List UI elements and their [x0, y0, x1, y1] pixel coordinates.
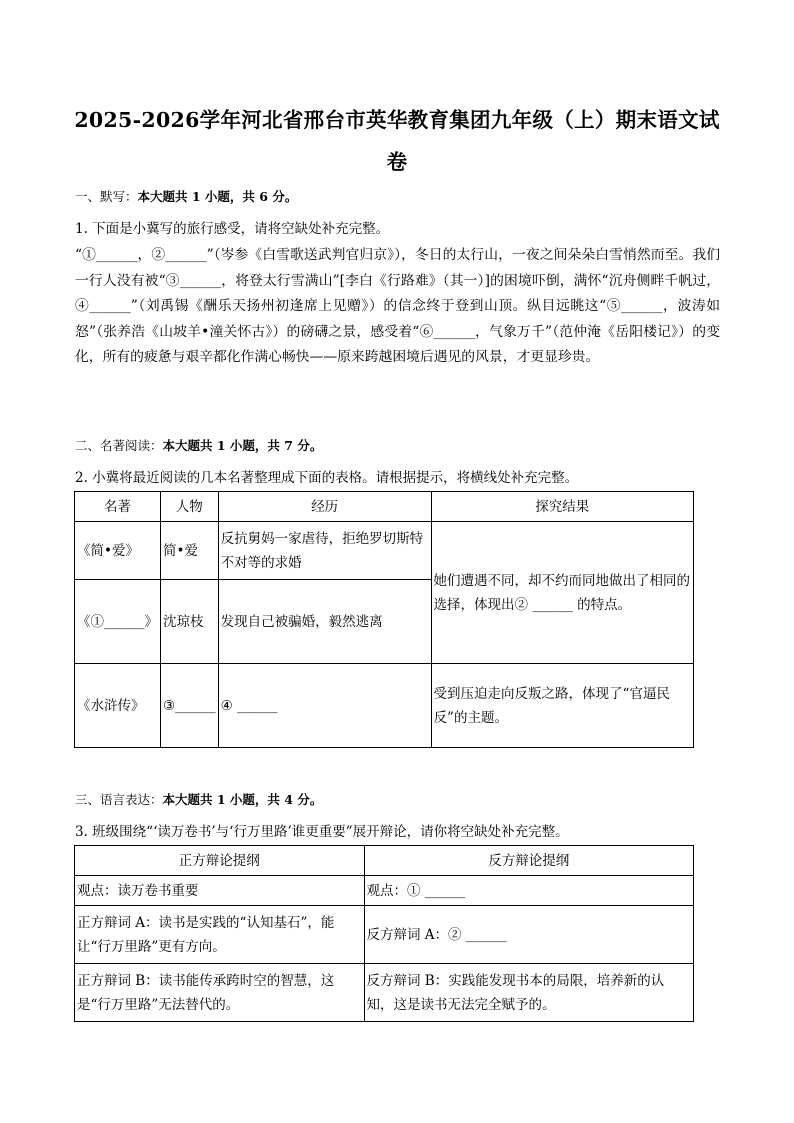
- header-book: 名著: [75, 492, 161, 522]
- section-2-head: 二、名著阅读：: [75, 438, 163, 453]
- table-row: [75, 964, 694, 1022]
- cell-con: 观点：① ______: [364, 876, 693, 906]
- question-2-stem: 2. 小冀将最近阅读的几本名著整理成下面的表格。请根据提示，将横线处补充完整。: [75, 470, 579, 486]
- question-3-stem: 3. 班级围绕“‘读万卷书’与‘行万里路’谁更重要”展开辩论，请你将空缺处补充完整。: [75, 824, 569, 840]
- table-row: [75, 664, 694, 748]
- table-row: [75, 522, 694, 580]
- question-1-passage: “①______，②______”（岑参《白雪歌送武判官归京》），冬日的太行山，一夜之间朵朵白雪悄然而至。我们一行人没有被“③______，将登太行雪满山”[李白《行路难》（其一）]的困境吓倒，满怀“沉舟侧畔千帆过，④______”（刘禹锡《酬乐天扬州初逢席上见赠》）的信念终于登到山顶。纵目远眺这“⑤______，波涛如怒”（张养浩《山坡羊•潼关怀古》）的磅礴之景，感受着“⑥______，气象万千”（范仲淹《岳阳楼记》）的变化，所有的疲惫与艰辛都化作满心畅快——原来跨越困境后遇见的风景，才更显珍贵。: [75, 247, 720, 366]
- section-3-head: 三、语言表达：: [75, 792, 163, 807]
- section-2-desc: 本大题共 1 小题，共 7 分。: [162, 438, 323, 453]
- section-3-heading: [75, 790, 322, 808]
- title-line-1: 2025-2026学年河北省邢台市英华教育集团九年级（上）期末语文试: [74, 108, 720, 132]
- question-2-table: [74, 491, 694, 748]
- cell-result: 受到压迫走向反叛之路，体现了“官逼民反”的主题。: [431, 664, 693, 748]
- table-row: [75, 876, 694, 906]
- section-3-desc: 本大题共 1 小题，共 4 分。: [162, 792, 323, 807]
- cell-person: 沈琼枝: [161, 580, 219, 664]
- cell-book: 《水浒传》: [75, 664, 161, 748]
- cell-pro: 正方辩词 A：读书是实践的“认知基石”，能让“行万里路”更有方向。: [75, 906, 365, 964]
- question-3-table: [74, 845, 694, 1022]
- cell-person: ③______: [161, 664, 219, 748]
- section-1-head: 一、默写：: [75, 189, 138, 204]
- header-con: 反方辩论提纲: [364, 846, 693, 876]
- cell-con: 反方辩词 B：实践能发现书本的局限，培养新的认知，这是读书无法完全赋予的。: [364, 964, 693, 1022]
- cell-con: 反方辩词 A：② ______: [364, 906, 693, 964]
- header-result: 探究结果: [431, 492, 693, 522]
- cell-book: 《简•爱》: [75, 522, 161, 580]
- title-line-2: 卷: [386, 150, 408, 174]
- question-1-stem: 1. 下面是小冀写的旅行感受，请将空缺处补充完整。: [75, 221, 390, 237]
- cell-pro: 正方辩词 B：读书能传承跨时空的智慧，这是“行万里路”无法替代的。: [75, 964, 365, 1022]
- page-title: [70, 99, 724, 183]
- header-pro: 正方辩论提纲: [75, 846, 365, 876]
- cell-experience: 发现自己被骗婚，毅然逃离: [218, 580, 431, 664]
- table-header-row: [75, 846, 694, 876]
- cell-experience: 反抗舅妈一家虐待，拒绝罗切斯特不对等的求婚: [218, 522, 431, 580]
- cell-book: 《①______》: [75, 580, 161, 664]
- section-2-heading: [75, 436, 322, 454]
- table-header-row: [75, 492, 694, 522]
- cell-pro: 观点：读万卷书重要: [75, 876, 365, 906]
- cell-result-shared: 她们遭遇不同，却不约而同地做出了相同的选择，体现出② ______ 的特点。: [431, 522, 693, 664]
- cell-experience: ④ ______: [218, 664, 431, 748]
- section-1-desc: 本大题共 1 小题，共 6 分。: [137, 189, 298, 204]
- section-1-heading: [75, 187, 297, 205]
- header-person: 人物: [161, 492, 219, 522]
- header-experience: 经历: [218, 492, 431, 522]
- table-row: [75, 906, 694, 964]
- cell-person: 简•爱: [161, 522, 219, 580]
